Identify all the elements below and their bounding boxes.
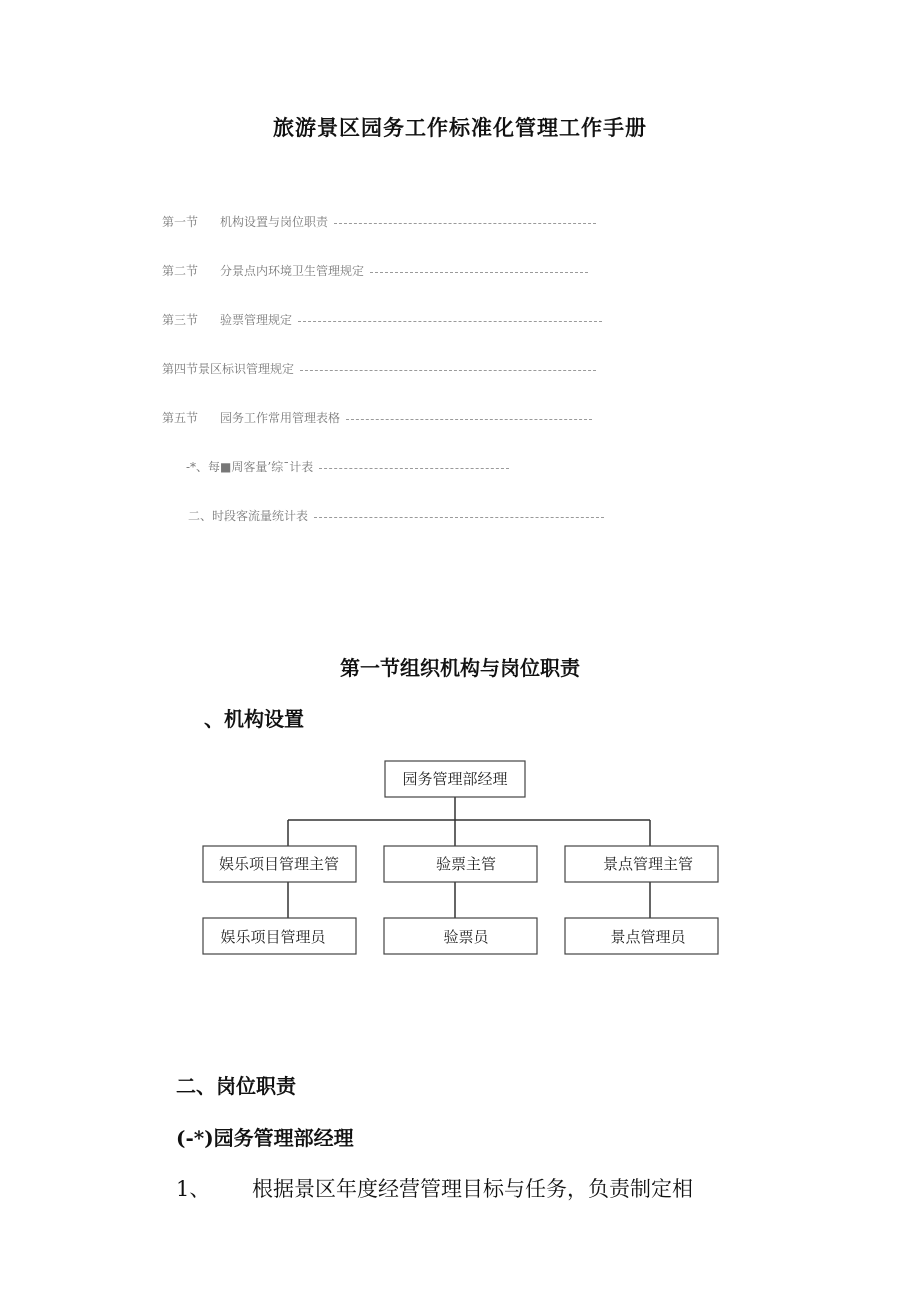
org-node-root[interactable] (385, 761, 525, 797)
org-node-label: 娱乐项目管理员 (220, 928, 326, 946)
toc-item-text: 第四节景区标识管理规定 (162, 362, 295, 376)
org-node-label: 娱乐项目管理主管 (218, 855, 340, 873)
org-node-entertainment-supervisor[interactable] (203, 846, 356, 882)
toc-item-text: 园务工作常用管理表格 (220, 411, 341, 425)
org-node-label: 验票员 (443, 928, 489, 946)
org-node-label: 验票主管 (435, 855, 497, 873)
org-node-scenic-staff[interactable] (565, 918, 718, 954)
org-node-label: 景点管理员 (610, 928, 686, 946)
org-node-scenic-supervisor[interactable] (565, 846, 718, 882)
toc-item-label: 第二节 (162, 264, 199, 278)
paragraph-item-1 (176, 1173, 693, 1203)
toc-item-text: 分景点内环境卫生管理规定 (220, 264, 365, 278)
subsection-heading-manager: (-*)园务管理部经理 (176, 1126, 354, 1150)
org-node-ticket-supervisor[interactable] (384, 846, 537, 882)
toc-item-label: 第三节 (162, 313, 199, 327)
paragraph-number: 1、 (176, 1177, 211, 1201)
toc-item-text: -*、每■周客量’综ˉ计表 (186, 460, 314, 474)
org-node-entertainment-staff[interactable] (203, 918, 356, 954)
toc-item-text: 二、时段客流量统计表 (188, 509, 309, 523)
paragraph-text: 根据景区年度经营管理目标与任务，负责制定相 (252, 1177, 693, 1201)
document-title: 旅游景区园务工作标准化管理工作手册 (273, 115, 647, 140)
org-node-ticket-staff[interactable] (384, 918, 537, 954)
toc-item-label: 第五节 (162, 411, 199, 425)
toc-item-text: 验票管理规定 (220, 313, 293, 327)
toc-item-label: 第一节 (162, 215, 199, 229)
section-heading: 第一节组织机构与岗位职责 (340, 656, 580, 680)
toc-item-text: 机构设置与岗位职责 (220, 215, 329, 229)
subsection-heading-duties: 二、岗位职责 (176, 1074, 296, 1098)
subsection-heading-structure: 、机构设置 (204, 707, 304, 731)
org-node-label: 景点管理主管 (602, 855, 694, 873)
org-node-label: 园务管理部经理 (402, 770, 508, 788)
